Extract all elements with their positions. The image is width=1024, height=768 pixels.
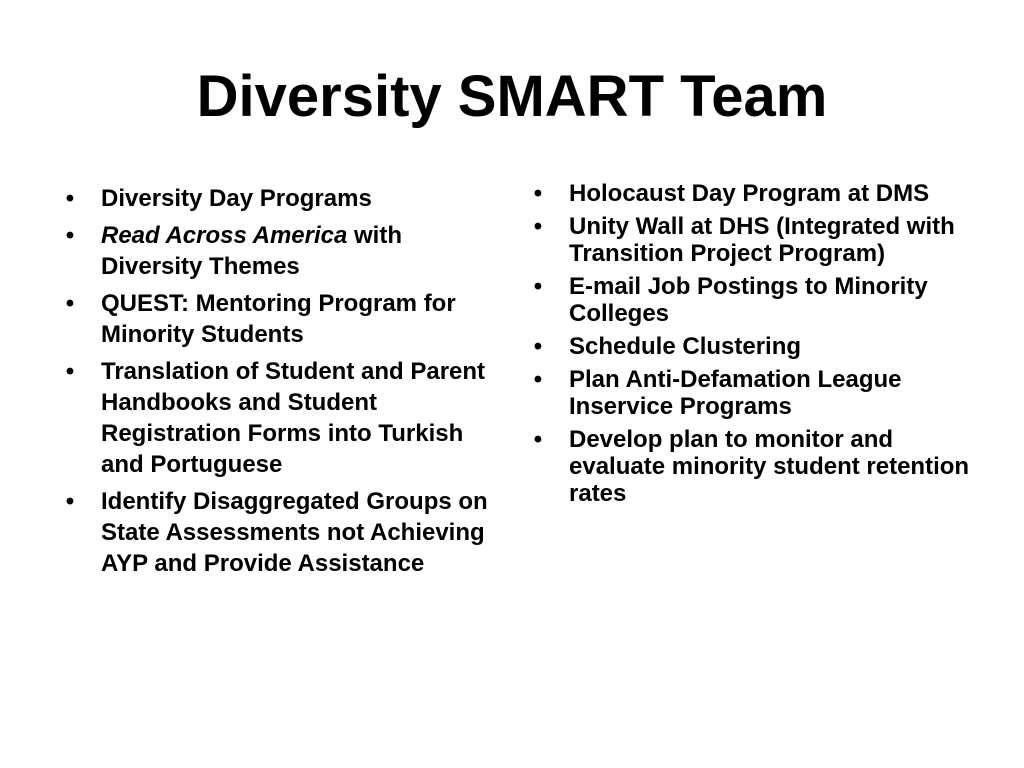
list-item-text: Schedule Clustering xyxy=(569,333,802,360)
list-item-text: QUEST: Mentoring Program for Minority Students xyxy=(101,290,456,348)
list-item xyxy=(60,183,500,214)
list-item-text: with Diversity Themes xyxy=(101,222,402,280)
bullet-icon: • xyxy=(65,290,75,317)
list-item xyxy=(60,288,500,350)
bullet-icon: • xyxy=(65,222,75,249)
list-item-text: E-mail Job Postings to Minority Colleges xyxy=(569,273,928,327)
bullet-icon: • xyxy=(65,358,75,385)
list-item xyxy=(528,366,978,420)
bullet-icon: • xyxy=(65,185,75,212)
list-item xyxy=(528,213,978,267)
slide-title: Diversity SMART Team xyxy=(196,64,828,129)
list-item xyxy=(60,356,500,480)
left-bullet-list xyxy=(60,183,500,585)
list-item xyxy=(528,180,978,207)
list-item-text: Translation of Student and Parent Handbooks and Student Registration Forms into Turkish and Portuguese xyxy=(101,358,486,478)
bullet-icon: • xyxy=(65,488,75,515)
bullet-icon: • xyxy=(533,426,543,453)
list-item-text: Identify Disaggregated Groups on State Assessments not Achieving AYP and Provide Assistance xyxy=(101,488,488,577)
list-item xyxy=(528,426,978,507)
list-item-text: Diversity Day Programs xyxy=(101,185,372,212)
list-item-text: Unity Wall at DHS (Integrated with Transition Project Program) xyxy=(569,213,955,267)
list-item-italic-text: Read Across America xyxy=(101,222,348,249)
list-item-text: Holocaust Day Program at DMS xyxy=(569,180,930,207)
bullet-icon: • xyxy=(533,366,543,393)
list-item-text: Develop plan to monitor and evaluate minority student retention rates xyxy=(569,426,970,507)
list-item xyxy=(60,220,500,282)
bullet-icon: • xyxy=(533,213,543,240)
list-item xyxy=(528,333,978,360)
bullet-icon: • xyxy=(533,180,543,207)
bullet-icon: • xyxy=(533,333,543,360)
list-item xyxy=(528,273,978,327)
right-bullet-list xyxy=(528,180,978,513)
list-item-text: Plan Anti-Defamation League Inservice Programs xyxy=(569,366,902,420)
bullet-icon: • xyxy=(533,273,543,300)
list-item xyxy=(60,486,500,579)
